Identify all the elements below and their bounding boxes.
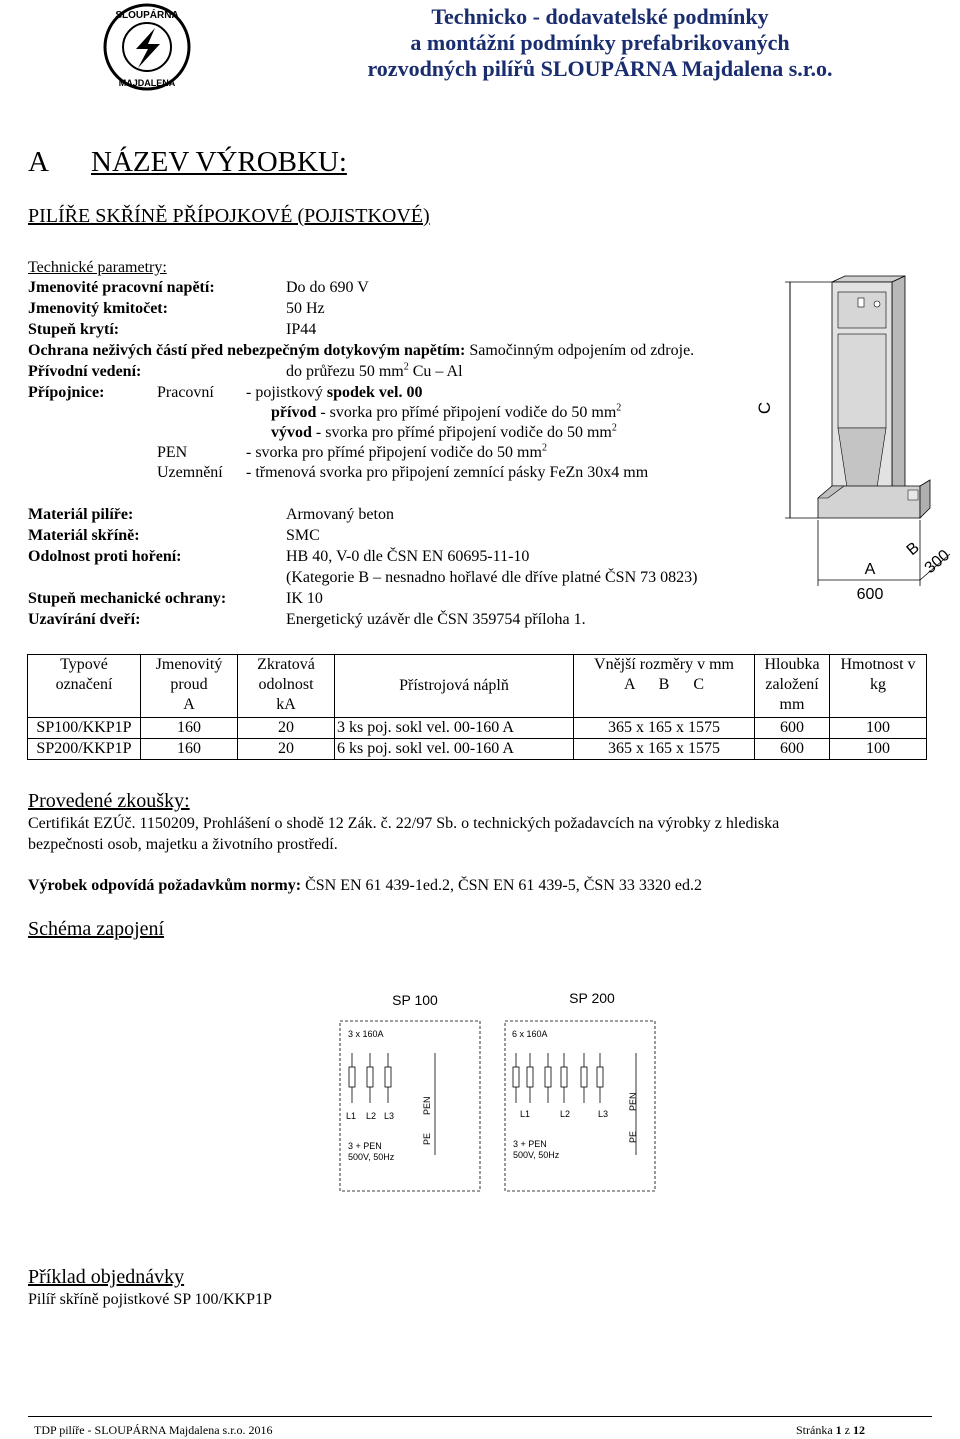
supply-label: Přívodní vedení: bbox=[28, 363, 142, 380]
sp100-l1: L1 bbox=[346, 1111, 357, 1121]
sp100-title: SP 100 bbox=[392, 992, 438, 1008]
tests-line1: Certifikát EZÚč. 1150209, Prohlášení o shodě 12 Zák. č. 22/97 Sb. o technických požadavcích na výrobky z hlediska bbox=[28, 815, 780, 832]
protection-label: Ochrana neživých částí před nebezpečným dotykovým napětím: bbox=[28, 342, 466, 359]
dim-c-label: C bbox=[755, 401, 774, 415]
voltage-value: Do do 690 V bbox=[286, 279, 369, 296]
earth-label: Uzemnění bbox=[157, 464, 223, 481]
protection-row bbox=[28, 341, 694, 361]
inlet-row: přívod - svorka pro přímé připojení vodiče do 50 $mm^2$ bbox=[271, 402, 622, 421]
sp100-pe: PE bbox=[422, 1132, 432, 1145]
fire-value-2: (Kategorie B – nesnadno hořlavé dle dříve platné ČSN 73 0823) bbox=[286, 569, 698, 586]
pen-text: - svorka pro přímé připojení vodiče do 50 $mm^2$ bbox=[246, 442, 547, 461]
norm-label: Výrobek odpovídá požadavkům normy: bbox=[28, 877, 302, 894]
dim-a-label: A bbox=[864, 561, 876, 578]
th-depth: Hloubka založení mm bbox=[755, 655, 830, 718]
product-table bbox=[27, 654, 927, 760]
logo-text-bottom: MAJDALENA bbox=[118, 78, 176, 88]
door-label: Uzavírání dveří: bbox=[28, 611, 141, 628]
header-title-line3: rozvodných pilířů SLOUPÁRNA Majdalena s.r.o. bbox=[367, 56, 833, 81]
cell-depth: 600 bbox=[755, 718, 830, 739]
sp200-l1: L1 bbox=[520, 1109, 531, 1119]
mech-value: IK 10 bbox=[286, 590, 323, 607]
company-logo bbox=[92, 2, 202, 92]
cell-current: 160 bbox=[141, 739, 238, 760]
document-header bbox=[240, 4, 960, 82]
sp100-box bbox=[340, 1021, 480, 1191]
ip-label: Stupeň krytí: bbox=[28, 321, 120, 338]
footer-rule bbox=[28, 1416, 932, 1417]
th-weight: Hmotnost v kg bbox=[830, 655, 927, 718]
sp200-title: SP 200 bbox=[569, 990, 615, 1006]
sp100-supply1: 3 + PEN bbox=[348, 1141, 382, 1151]
th-dims: Vnější rozměry v mm A B C bbox=[574, 655, 755, 718]
sp200-l3: L3 bbox=[598, 1109, 609, 1119]
order-heading: Příklad objednávky bbox=[28, 1266, 185, 1288]
cell-type: SP100/KKP1P bbox=[28, 718, 141, 739]
logo-text-top: SLOUPÁRNA bbox=[115, 10, 179, 21]
earth-text: - třmenová svorka pro připojení zemnící pásky FeZn 30x4 mm bbox=[246, 464, 649, 481]
fire-label: Odolnost proti hoření: bbox=[28, 548, 182, 565]
sp200-l2: L2 bbox=[560, 1109, 571, 1119]
frequency-label: Jmenovitý kmitočet: bbox=[28, 300, 168, 317]
section-title: NÁZEV VÝROBKU: bbox=[91, 146, 347, 178]
pen-label: PEN bbox=[157, 444, 188, 461]
cell-fill: 3 ks poj. sokl vel. 00-160 A bbox=[335, 718, 574, 739]
ip-value: IP44 bbox=[286, 321, 317, 338]
sp200-supply1: 3 + PEN bbox=[513, 1139, 547, 1149]
cell-short: 20 bbox=[238, 718, 335, 739]
box-material-label: Materiál skříně: bbox=[28, 527, 140, 544]
sp200-supply2: 500V, 50Hz bbox=[513, 1150, 560, 1160]
box-material-value: SMC bbox=[286, 527, 320, 544]
section-letter: A bbox=[28, 146, 49, 178]
cell-type: SP200/KKP1P bbox=[28, 739, 141, 760]
sp100-l3: L3 bbox=[384, 1111, 395, 1121]
th-short: Zkratová odolnost kA bbox=[238, 655, 335, 718]
frequency-value: 50 Hz bbox=[286, 300, 325, 317]
table-row bbox=[28, 739, 927, 760]
dim-300-label: 300 bbox=[921, 546, 954, 578]
pillar-material-label: Materiál pilíře: bbox=[28, 506, 134, 523]
pillar-material-value: Armovaný beton bbox=[286, 506, 394, 523]
th-current: Jmenovitý proud A bbox=[141, 655, 238, 718]
params-heading: Technické parametry: bbox=[28, 259, 167, 276]
sp100-supply2: 500V, 50Hz bbox=[348, 1152, 395, 1162]
pillar-drawing bbox=[740, 268, 960, 613]
voltage-label: Jmenovité pracovní napětí: bbox=[28, 279, 215, 296]
footer-left: TDP pilíře - SLOUPÁRNA Majdalena s.r.o. 2016 bbox=[34, 1423, 273, 1437]
cell-dims: 365 x 165 x 1575 bbox=[574, 739, 755, 760]
norm-row bbox=[28, 876, 702, 896]
cell-weight: 100 bbox=[830, 739, 927, 760]
header-title-line2: a montážní podmínky prefabrikovaných bbox=[410, 30, 790, 55]
tests-heading: Provedené zkoušky: bbox=[28, 790, 190, 812]
tests-line2: bezpečnosti osob, majetku a životního prostředí. bbox=[28, 836, 338, 853]
mech-label: Stupeň mechanické ochrany: bbox=[28, 590, 227, 607]
door-value: Energetický uzávěr dle ČSN 359754 příloha 1. bbox=[286, 611, 586, 628]
cell-dims: 365 x 165 x 1575 bbox=[574, 718, 755, 739]
dim-600-label: 600 bbox=[856, 586, 884, 603]
sp200-fuses: 6 x 160A bbox=[512, 1029, 548, 1039]
th-type: Typové označení bbox=[28, 655, 141, 718]
fire-value: HB 40, V-0 dle ČSN EN 60695-11-10 bbox=[286, 548, 530, 565]
sp100-pen: PEN bbox=[422, 1096, 432, 1115]
schema-heading: Schéma zapojení bbox=[28, 918, 165, 940]
protection-value: Samočinným odpojením od zdroje. bbox=[469, 342, 695, 359]
footer-page: Stránka 1 z 12 bbox=[796, 1423, 865, 1437]
section-a-heading bbox=[28, 146, 347, 179]
table-header-row bbox=[28, 655, 927, 718]
cell-short: 20 bbox=[238, 739, 335, 760]
dim-b-label: B bbox=[903, 539, 923, 560]
busbar-working-value: - pojistkový spodek vel. 00 bbox=[246, 384, 423, 401]
th-fill: Přístrojová náplň bbox=[335, 655, 574, 718]
supply-value: do průřezu 50 $mm^2$ Cu – Al bbox=[286, 361, 463, 380]
norm-value: ČSN EN 61 439-1ed.2, ČSN EN 61 439-5, ČSN 33 3320 ed.2 bbox=[305, 877, 702, 894]
sp200-pe: PE bbox=[628, 1130, 638, 1143]
busbar-label: Přípojnice: bbox=[28, 384, 105, 401]
header-title-line1: Technicko - dodavatelské podmínky bbox=[431, 4, 769, 29]
order-text: Pilíř skříně pojistkové SP 100/KKP1P bbox=[28, 1291, 272, 1308]
sp200-pen: PEN bbox=[628, 1092, 638, 1111]
sp100-fuses: 3 x 160A bbox=[348, 1029, 384, 1039]
product-name: PILÍŘE SKŘÍNĚ PŘÍPOJKOVÉ (POJISTKOVÉ) bbox=[28, 205, 430, 227]
sp100-l2: L2 bbox=[366, 1111, 377, 1121]
busbar-working: Pracovní bbox=[157, 384, 214, 401]
cell-depth: 600 bbox=[755, 739, 830, 760]
cell-fill: 6 ks poj. sokl vel. 00-160 A bbox=[335, 739, 574, 760]
outlet-row: vývod - svorka pro přímé připojení vodiče do 50 $mm^2$ bbox=[271, 422, 617, 441]
table-row bbox=[28, 718, 927, 739]
cell-current: 160 bbox=[141, 718, 238, 739]
cell-weight: 100 bbox=[830, 718, 927, 739]
wiring-diagram bbox=[330, 985, 690, 1195]
